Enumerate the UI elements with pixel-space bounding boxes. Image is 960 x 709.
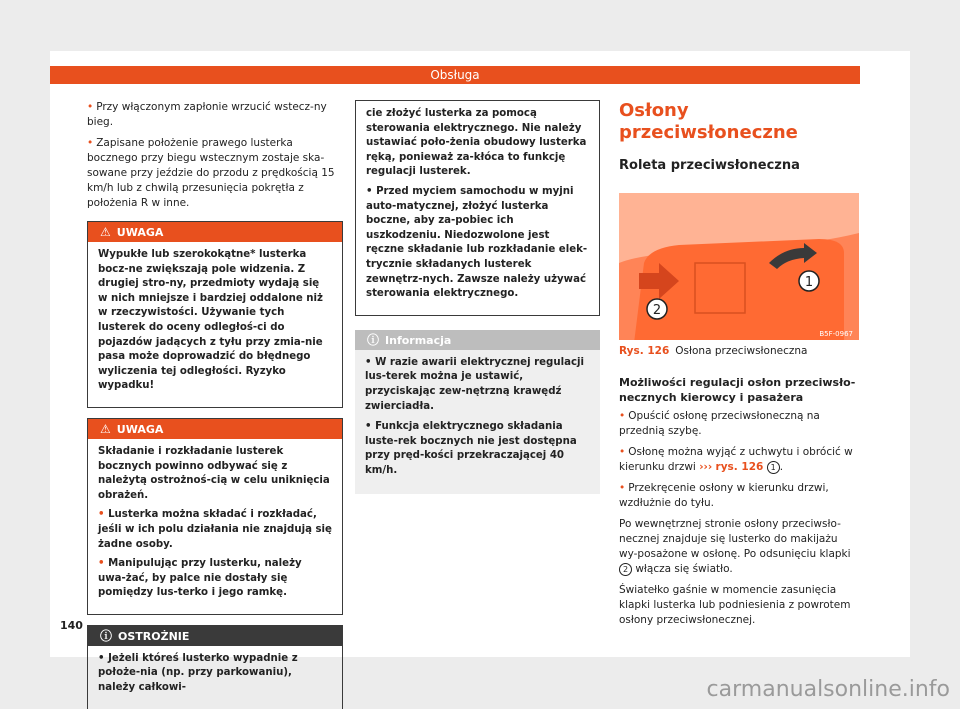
caution-box [87,625,343,709]
figure-label-1: 1 [804,275,814,290]
info-header: ⓘ Informacja [355,330,600,350]
caution-text: cie złożyć lusterka za pomocą sterowania elektrycznego. Nie należy ustawiać poło-żenia obudowy lusterka ręką, ponieważ za-kłóca to funkcję regulacji lusterek. [366,108,587,178]
warning-box [87,418,343,615]
sun-visor-illustration [619,193,859,340]
info-box [355,330,600,495]
warning-text: Wypukłe lub szerokokątne* lusterka bocz-ne zwiększają pole widzenia. Z drugiej stro-ny, przedmioty wydają się w nich mniejsze i bardziej oddalone niż w rzeczywistości. Używanie tych lusterek do oceny odległoś-ci do pojazdów jadących z tyłu przy zmia-nie pasa może doprowadzić do błędnego wyliczenia tej odległości. Ryzyko wypadku! [98,249,323,392]
paragraph: Po wewnętrznej stronie osłony przeciwsło-necznej znajduje się lusterko do makijażu wy-posażone w osłonę. Po odsunięciu klapki 2 włącza się światło. [619,518,851,575]
subheading: Możliwości regulacji osłon przeciwsło-necznych kierowcy i pasażera [619,376,856,404]
list-item: • Osłonę można wyjąć z uchwytu i obrócić w kierunku drzwi ››› rys. 126 1 . [619,446,853,473]
list-item: • Funkcja elektrycznego składania luste-rek bocznych nie jest dostępna przy pręd-kości przekraczającej 40 km/h. [365,421,577,476]
list-item: • Zapisane położenie prawego lusterka bocznego przy biegu wstecznym zostaje ska-sowane przy jeździe do przodu z prędkością 15 km/h lub z chwilą przesunięcia pokrętła z położenia R w inne. [87,137,335,209]
warning-icon: ⚠ [100,421,111,436]
page-number: 140 [60,619,83,632]
info-icon: ⓘ [367,332,380,347]
section-header: Obsługa [50,66,860,84]
figure-reference-link[interactable]: rys. 126 [715,461,764,473]
column-1 [87,100,343,709]
watermark: carmanualsonline.info [706,677,950,702]
list-item: • Manipulując przy lusterku, należy uwa-żać, by palce nie dostały się pomiędzy lus-terko i jego ramkę. [98,558,302,599]
info-circle-icon: ⓘ [100,628,113,643]
column-3 [619,100,859,634]
paragraph: Światełko gaśnie w momencie zasunięcia klapki lusterka lub podniesienia z powrotem osłony przeciwsłonecznej. [619,584,851,626]
list-item: • Przed myciem samochodu w myjni auto-matycznej, złożyć lusterka boczne, aby za-pobiec ich uszkodzeniu. Niedozwolone jest ręczne składanie lub rozkładanie elek-trycznie składanych lusterek zewnętrz-nych. Zawsze należy używać sterowania elektrycznego. [366,185,588,300]
subsection-title: Roleta przeciwsłoneczna [619,158,800,173]
list-item: • Lusterka można składać i rozkładać, jeśli w ich polu działania nie znajdują się żadne osoby. [98,509,332,550]
caution-header: ⓘ OSTROŻNIE [88,626,342,646]
list-item: • Przy włączonym zapłonie wrzucić wstecz-ny bieg. [87,101,327,128]
warning-header: ⚠ UWAGA [88,222,342,242]
figure-label-2: 2 [652,303,662,318]
warning-header: ⚠ UWAGA [88,419,342,439]
list-item: • W razie awarii elektrycznej regulacji lus-terek można je ustawić, przyciskając zew-nętrzną krawędź zwierciadła. [365,356,584,412]
list-item: • Przekręcenie osłony w kierunku drzwi, wzdłużnie do tyłu. [619,482,829,509]
sun-visor-figure [619,193,859,340]
column-2 [355,100,600,494]
warning-icon: ⚠ [100,225,111,239]
warning-text: Składanie i rozkładanie lusterek bocznych powinno odbywać się z należytą ostrożnoś-cią w celu uniknięcia obrażeń. [98,445,330,501]
section-title: Osłony przeciwsłoneczne [619,100,798,143]
figure-code: B5F-0967 [819,330,853,338]
list-item: • Opuścić osłonę przeciwsłoneczną na przednią szybę. [619,410,820,437]
warning-box [87,221,343,408]
figure-caption: Rys. 126 Osłona przeciwsłoneczna [619,345,808,357]
list-item: • Jeżeli któreś lusterko wypadnie z położe-nia (np. przy parkowaniu), należy całkowi- [98,652,298,694]
caution-box-continued [355,100,600,316]
